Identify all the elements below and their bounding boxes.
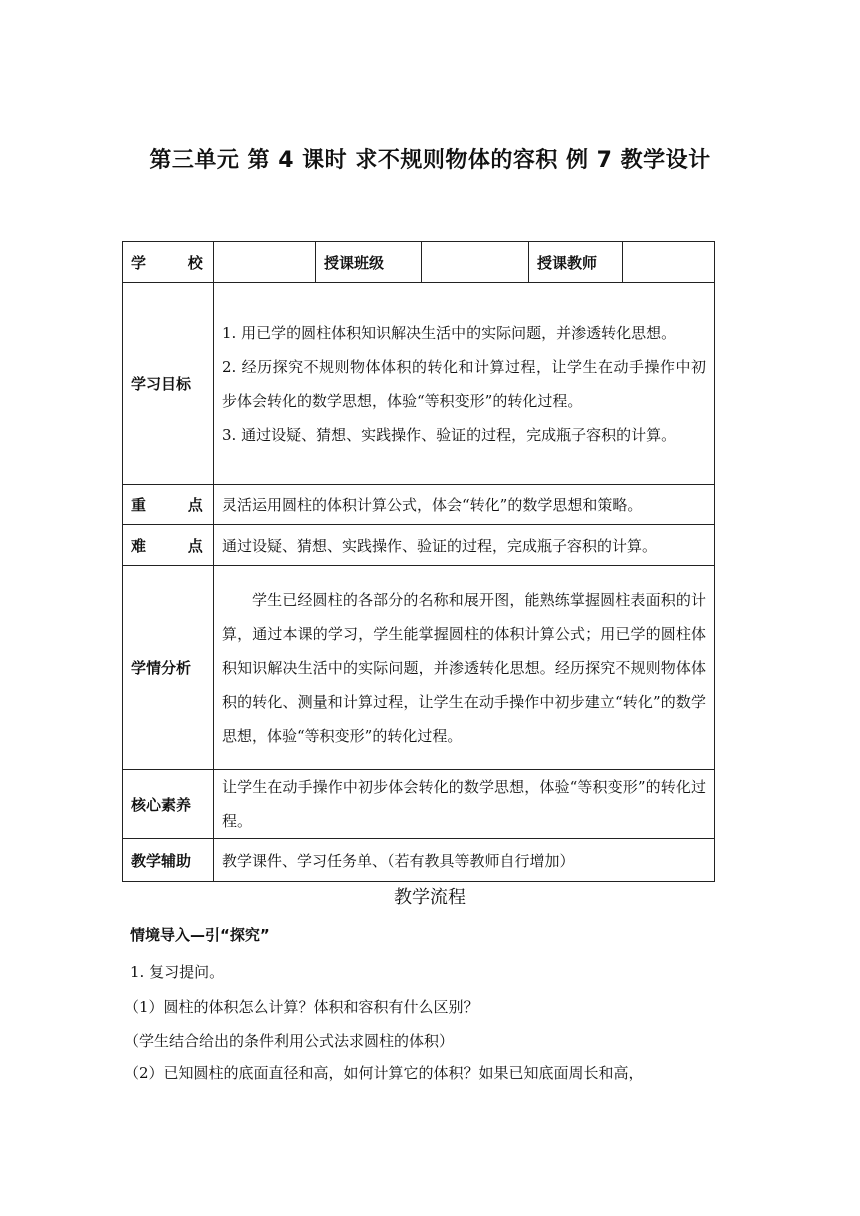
school-row [123, 242, 715, 283]
key-value: 灵活运用圆柱的体积计算公式，体会“转化”的数学思想和策略。 [214, 485, 715, 525]
flow-line: （学生结合给出的条件利用公式法求圆柱的体积） [124, 1032, 455, 1050]
objective-item: 2. 经历探究不规则物体体积的转化和计算过程，让学生在动手操作中初步体会转化的数学思想，体验“等积变形”的转化过程。 [222, 357, 706, 410]
literacy-value: 让学生在动手操作中初步体会转化的数学思想，体验“等积变形”的转化过程。 [214, 770, 715, 839]
flow-section-title: 情境导入—引“探究” [130, 926, 270, 944]
literacy-label: 核心素养 [123, 770, 214, 839]
teacher-label: 授课教师 [529, 242, 623, 283]
aids-value: 教学课件、学习任务单、（若有教具等教师自行增加） [214, 839, 715, 882]
flow-heading: 教学流程 [394, 887, 466, 908]
analysis-row [123, 566, 715, 770]
literacy-row [123, 770, 715, 839]
objective-item: 1. 用已学的圆柱体积知识解决生活中的实际问题，并渗透转化思想。 [222, 323, 677, 342]
objectives-label: 学习目标 [123, 283, 214, 485]
objectives-row [123, 283, 715, 485]
key-row [123, 485, 715, 525]
objectives-cell [214, 283, 715, 485]
school-label: 学 校 [123, 242, 214, 283]
aids-label: 教学辅助 [123, 839, 214, 882]
difficulty-value: 通过设疑、猜想、实践操作、验证的过程，完成瓶子容积的计算。 [214, 525, 715, 566]
school-value [214, 242, 316, 283]
difficulty-row [123, 525, 715, 566]
difficulty-label: 难 点 [123, 525, 214, 566]
lesson-info-table [122, 241, 715, 882]
analysis-value: 学生已经圆柱的各部分的名称和展开图，能熟练掌握圆柱表面积的计算，通过本课的学习，学生能掌握圆柱的体积计算公式；用已学的圆柱体积知识解决生活中的实际问题，并渗透转化思想。经历探究不规则物体体积的转化、测量和计算过程，让学生在动手操作中初步建立“转化”的数学思想，体验“等积变形”的转化过程。 [214, 566, 715, 770]
flow-line: 1. 复习提问。 [130, 963, 225, 981]
aids-row [123, 839, 715, 882]
flow-line: （2）已知圆柱的底面直径和高，如何计算它的体积？如果已知底面周长和高， [124, 1064, 644, 1082]
objective-item: 3. 通过设疑、猜想、实践操作、验证的过程，完成瓶子容积的计算。 [222, 425, 677, 444]
key-label: 重 点 [123, 485, 214, 525]
class-label: 授课班级 [316, 242, 422, 283]
teacher-value [623, 242, 715, 283]
flow-line: （1）圆柱的体积怎么计算？体积和容积有什么区别？ [124, 998, 479, 1016]
class-value [422, 242, 529, 283]
analysis-label: 学情分析 [123, 566, 214, 770]
page-title: 第三单元 第 4 课时 求不规则物体的容积 例 7 教学设计 [149, 148, 711, 173]
